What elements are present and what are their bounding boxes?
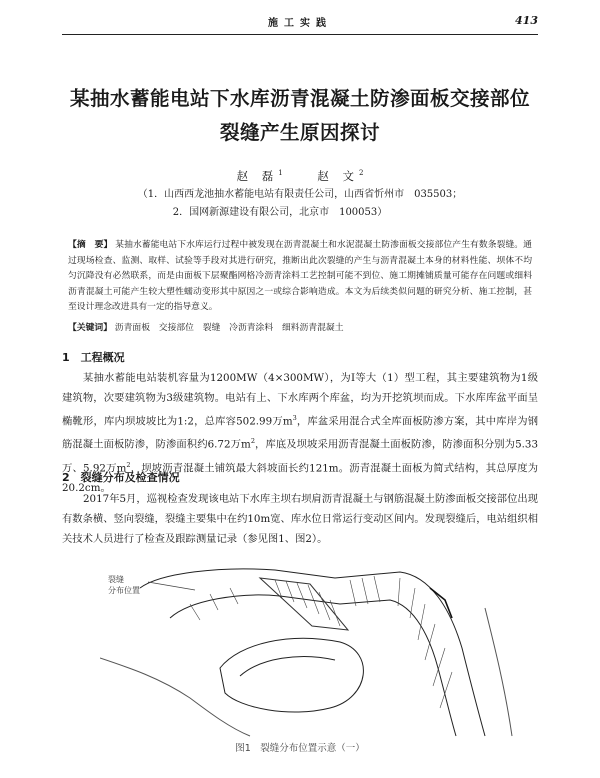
abstract-label: 【摘 要】 [68, 240, 113, 250]
label-leader-line [148, 582, 195, 590]
journal-section-name: 施工实践 [268, 18, 332, 29]
figure-crack-label [108, 574, 140, 596]
authors [62, 168, 538, 184]
figure-label-line-2: 分布位置 [108, 586, 140, 595]
article-title [62, 82, 538, 150]
author-2-affil-mark: 2 [358, 169, 364, 178]
running-head [62, 14, 538, 32]
affiliation-2: 2．国网新源建设有限公司，北京市 100053） [172, 207, 388, 218]
author-1: 赵 磊 [236, 169, 279, 183]
slope-hatching [190, 576, 452, 708]
s1-text-d: ，坝坡沥青混凝土铺筑最大斜坡面长约121m。沥青混凝土面板为简式结构，其总厚度为20.2cm。 [62, 462, 538, 495]
affiliation-1: （1．山西西龙池抽水蓄能电站有限责任公司，山西省忻州市 035503； [137, 189, 463, 200]
s1-sup-c: 2 [126, 460, 131, 469]
section-2-paragraph: 2017年5月，巡视检查发现该电站下水库主坝右坝肩沥青混凝土与钢筋混凝土防渗面板交接部位出现有数条横、竖向裂缝，裂缝主要集中在约10m宽、库水位日常运行变动区间内。发现裂缝后，电站组织相关技术人员进行了检查及跟踪测量记录（参见图1、图2）。 [62, 493, 538, 545]
title-line-1: 某抽水蓄能电站下水库沥青混凝土防渗面板交接部位 [69, 87, 530, 110]
page-number: 413 [515, 14, 538, 27]
s1-sup-a: 3 [292, 414, 297, 422]
abstract [68, 238, 532, 316]
access-road [100, 658, 250, 736]
section-2-heading: 2 裂缝分布及检查情况 [62, 471, 180, 484]
title-line-2: 裂缝产生原因探讨 [219, 121, 380, 144]
keywords-label: 【关键词】 [68, 323, 112, 333]
s1-text-c: ，库底及坝坡采用沥青混凝土面板防渗，防渗面积分别为5.33万、5.92万m [62, 438, 538, 475]
keywords [68, 320, 532, 333]
s1-text-b: ，库盆采用混合式全库面板防渗方案，其中库岸为钢筋混凝土面板防渗，防渗面积约6.72万m [62, 415, 538, 451]
floor-inner-line [240, 657, 335, 676]
section-1-heading: 1 工程概况 [62, 351, 125, 364]
author-2: 赵 文 [317, 169, 359, 183]
s1-sup-b: 2 [250, 437, 255, 446]
figure-caption: 图1 裂缝分布位置示意（一） [235, 743, 365, 754]
author-1-affil-mark: 1 [278, 169, 283, 178]
s1-text-a: 某抽水蓄能电站装机容量为1200MW（4×300MW），为Ⅰ等大（1）型工程，其主要建筑物为1级建筑物，次要建筑物为3级建筑物。电站有上、下水库两个库盆，均为开挖筑坝而成。下水库库盆平面呈椭靴形，库内坝坡坡比为1:2，总库容502.99万m [62, 372, 538, 428]
crack-location-diagram [100, 548, 520, 738]
right-bank-line [485, 608, 512, 736]
dam-slope-band [260, 578, 348, 630]
figure-label-line-1: 裂缝 [108, 575, 124, 584]
abstract-text: 某抽水蓄能电站下水库运行过程中被发现在沥青混凝土和水泥混凝土防渗面板交接部位产生有数条裂缝。通过现场检查、监测、取样、试验等手段对其进行研究，推断出此次裂缝的产生与沥青混凝土本身的材料性能、坝体不均匀沉降没有必然联系，而是由面板下层聚酯网格冷沥青涂料工艺控制可能不到位、施工期摊铺质量可能存在问题或细料沥青混凝土可能产生较大塑性蠕动变形其中原因之一或综合影响造成。本文为后续类似问题的研究分析、施工控制，甚至设计理念改进具有一定的指导意义。 [68, 240, 532, 313]
keywords-text: 沥青面板 交接部位 裂缝 冷沥青涂料 细料沥青混凝土 [114, 323, 344, 333]
header-rule [62, 34, 538, 35]
